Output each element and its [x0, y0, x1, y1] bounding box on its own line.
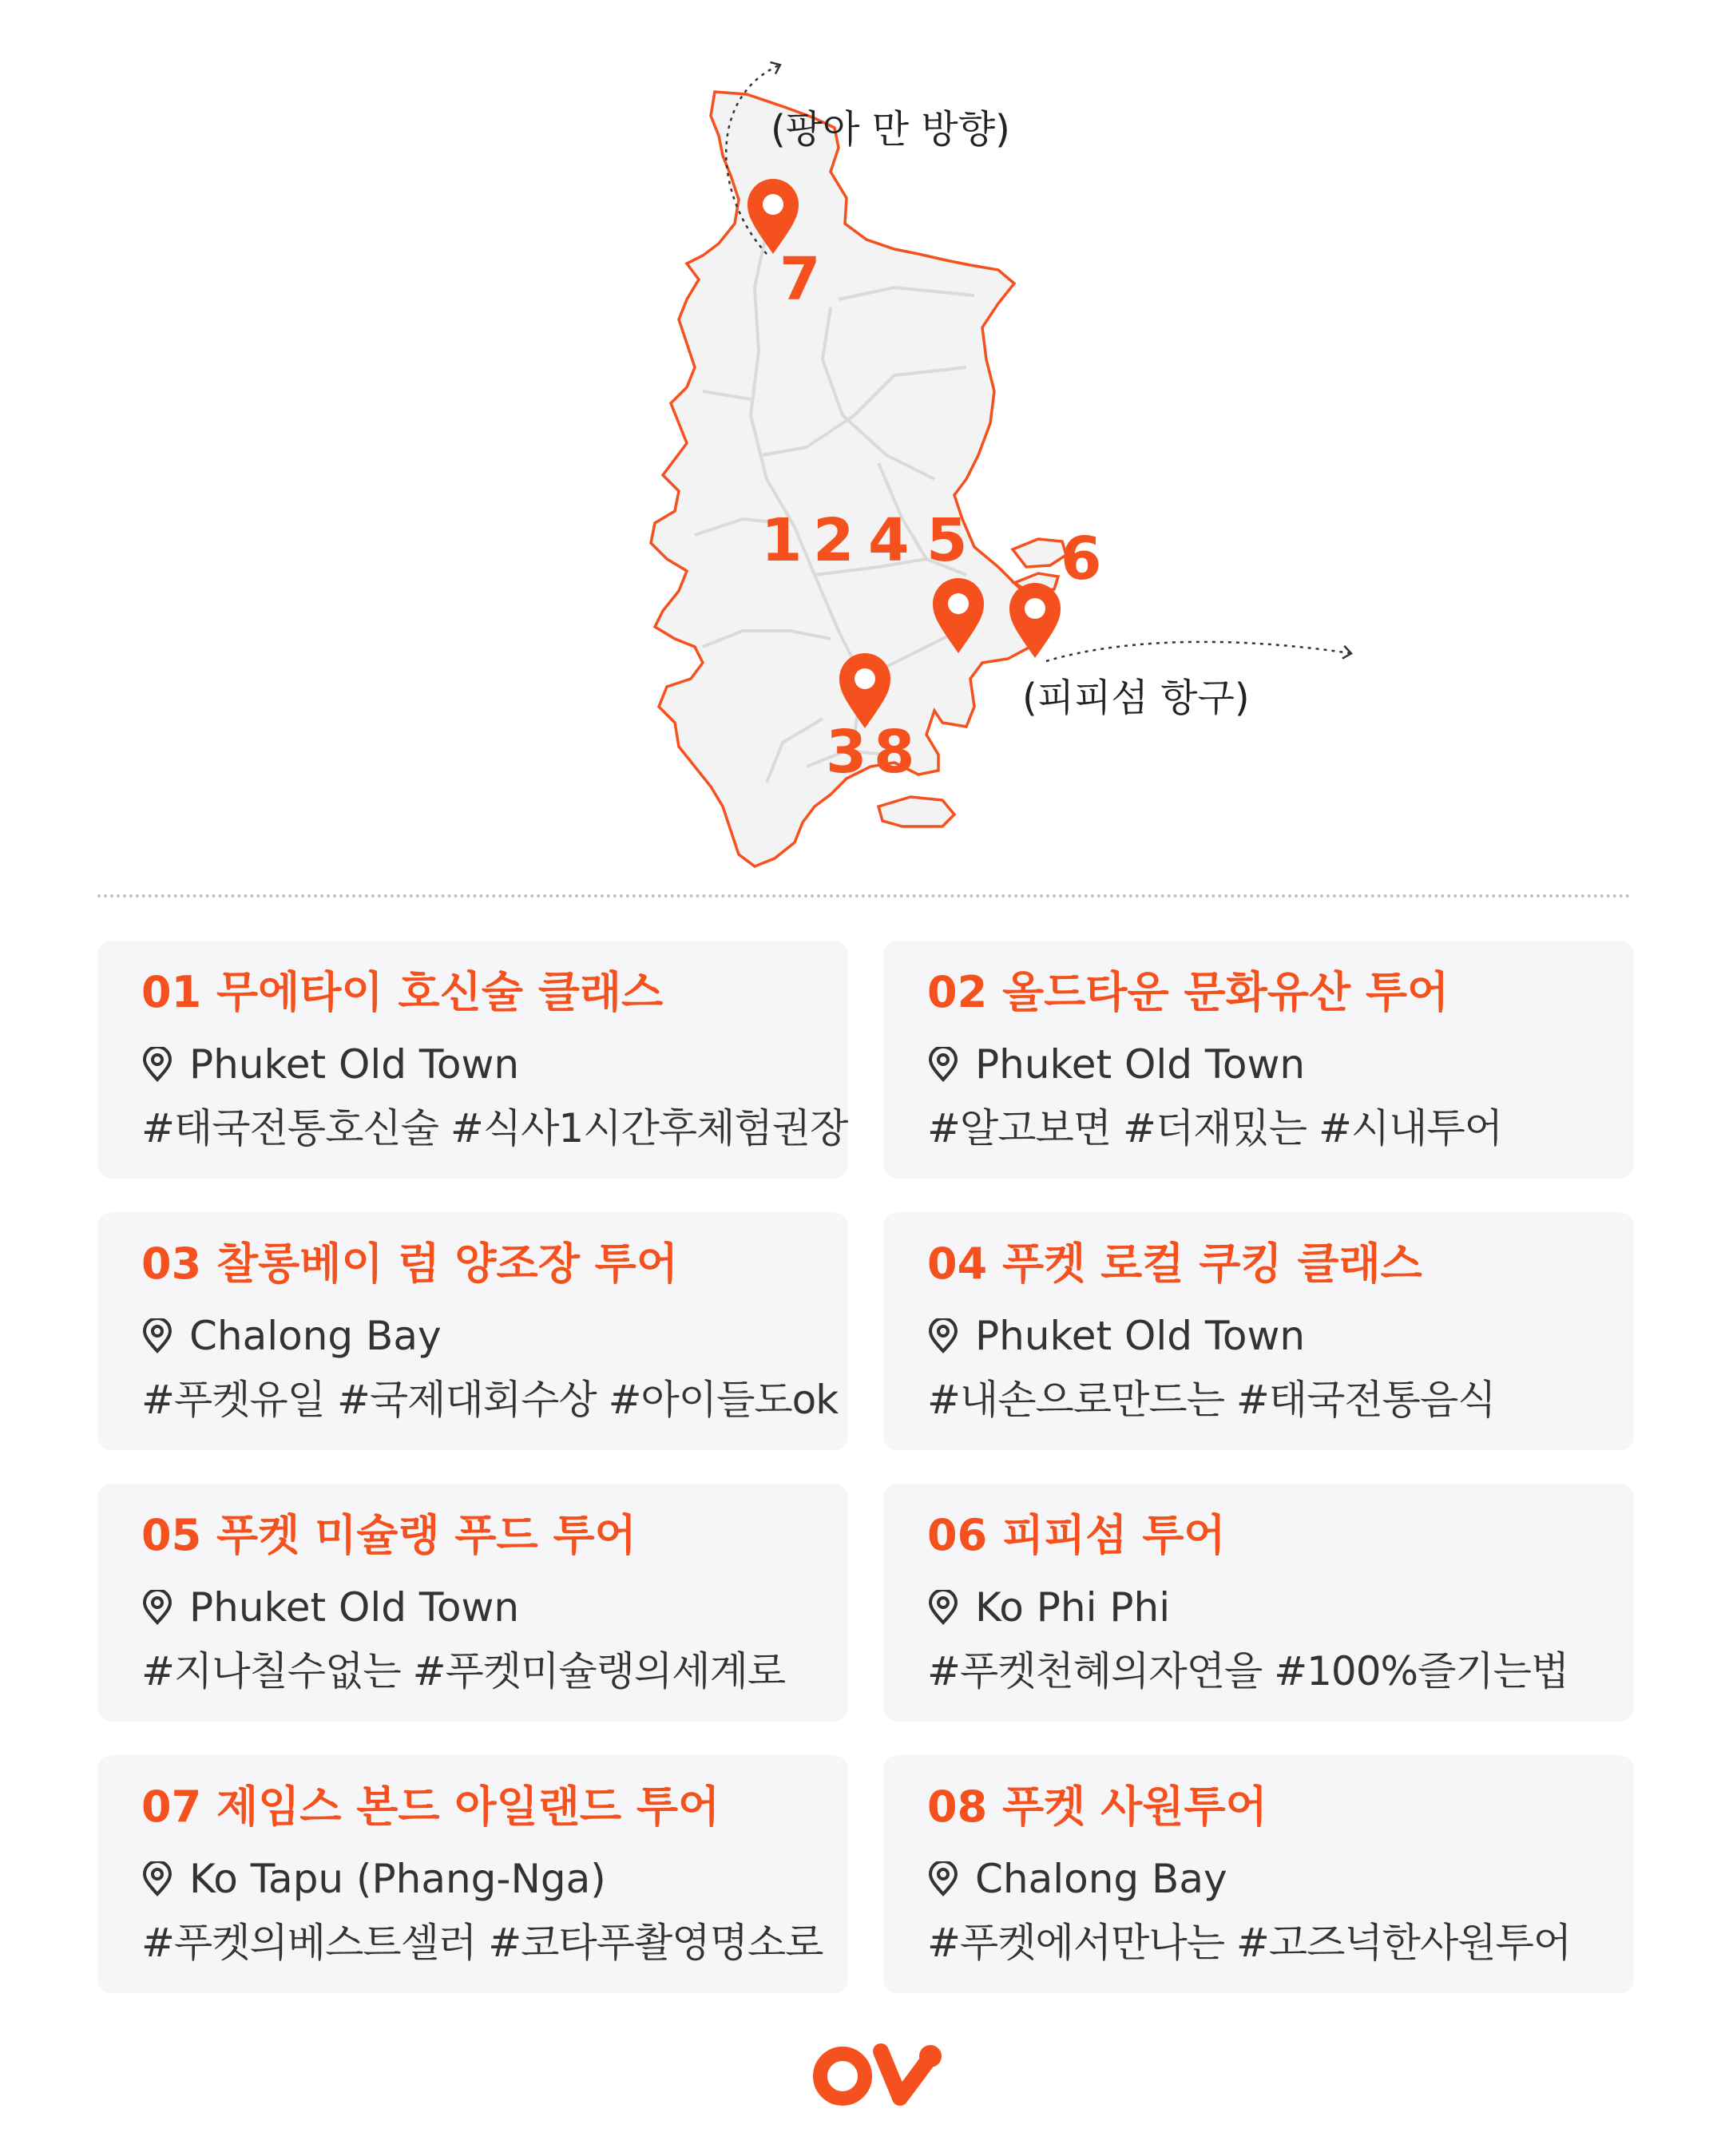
tour-title: 03 찰롱베이 럼 양조장 투어: [141, 1239, 678, 1289]
tour-tags: #알고보면 #더재밌는 #시내투어: [927, 1105, 1503, 1151]
tour-card-04[interactable]: [883, 1212, 1634, 1450]
location-pin-icon: [141, 1861, 173, 1896]
tour-location-text: Phuket Old Town: [189, 1041, 520, 1088]
map-number-4: 4: [868, 506, 910, 575]
tour-tags: #푸켓유일 #국제대회수상 #아이들도ok: [141, 1377, 839, 1423]
tour-location-text: Phuket Old Town: [975, 1041, 1306, 1088]
tour-card-07[interactable]: [97, 1755, 848, 1993]
tour-location: [927, 1856, 1634, 1902]
arrow-east-dotted: [1046, 642, 1350, 661]
tour-card-01[interactable]: [97, 941, 848, 1179]
tour-title: 07 제임스 본드 아일랜드 투어: [141, 1781, 720, 1832]
map-number-5: 5: [926, 506, 968, 575]
label-phang-nga-bay: (팡아 만 방향): [771, 107, 1010, 152]
tour-tags: #내손으로만드는 #태국전통음식: [927, 1377, 1496, 1423]
phuket-map: [0, 0, 1725, 886]
island-small: [878, 797, 954, 826]
location-pin-icon: [927, 1861, 959, 1896]
tour-location-text: Phuket Old Town: [975, 1313, 1306, 1359]
tour-tags: #푸켓에서만나는 #고즈넉한사원투어: [927, 1920, 1572, 1966]
tour-location: [927, 1313, 1634, 1359]
map-number-7: 7: [779, 245, 821, 314]
location-pin-icon: [927, 1590, 959, 1625]
tour-card-06[interactable]: [883, 1484, 1634, 1722]
map-number-8: 8: [874, 718, 915, 787]
tour-title: 02 올드타운 문화유산 투어: [927, 967, 1449, 1017]
map-number-2: 2: [813, 506, 855, 575]
tour-tags: #푸켓의베스트셀러 #코타푸촬영명소로: [141, 1920, 823, 1966]
tour-card-05[interactable]: [97, 1484, 848, 1722]
tour-title: 08 푸켓 사원투어: [927, 1781, 1267, 1832]
tour-tags: #지나칠수없는 #푸켓미슐랭의세계로: [141, 1648, 786, 1694]
island-small: [1013, 539, 1066, 567]
tour-title: 01 무에타이 호신술 클래스: [141, 967, 664, 1017]
tour-location: [927, 1584, 1634, 1631]
map-number-3: 3: [826, 718, 867, 787]
tour-location: [927, 1041, 1634, 1088]
tour-title: 04 푸켓 로컬 쿠킹 클래스: [927, 1239, 1422, 1289]
tour-location: [141, 1041, 848, 1088]
label-phi-phi-pier: (피피섬 항구): [1022, 676, 1250, 720]
tour-tags: #태국전통호신술 #식사1시간후체험권장: [141, 1105, 848, 1151]
dotted-divider: [97, 894, 1631, 898]
map-number-6: 6: [1061, 525, 1102, 593]
tour-location: [141, 1856, 848, 1902]
tour-card-03[interactable]: [97, 1212, 848, 1450]
tour-card-02[interactable]: [883, 941, 1634, 1179]
tour-location-text: Phuket Old Town: [189, 1584, 520, 1631]
location-pin-icon: [141, 1590, 173, 1625]
tour-location: [141, 1313, 848, 1359]
tour-tags: #푸켓천혜의자연을 #100%즐기는법: [927, 1648, 1569, 1694]
tour-title: 06 피피섬 투어: [927, 1510, 1226, 1560]
tour-location: [141, 1584, 848, 1631]
tour-location-text: Chalong Bay: [975, 1856, 1227, 1902]
tour-location-text: Ko Phi Phi: [975, 1584, 1171, 1631]
location-pin-icon: [927, 1047, 959, 1082]
tour-location-text: Ko Tapu (Phang-Nga): [189, 1856, 606, 1902]
brand-logo-icon: [811, 2040, 946, 2112]
tour-title: 05 푸켓 미슐랭 푸드 투어: [141, 1510, 636, 1560]
location-pin-icon: [927, 1318, 959, 1353]
location-pin-icon: [141, 1318, 173, 1353]
tour-card-08[interactable]: [883, 1755, 1634, 1993]
tour-location-text: Chalong Bay: [189, 1313, 442, 1359]
location-pin-icon: [141, 1047, 173, 1082]
map-number-1: 1: [761, 506, 803, 575]
